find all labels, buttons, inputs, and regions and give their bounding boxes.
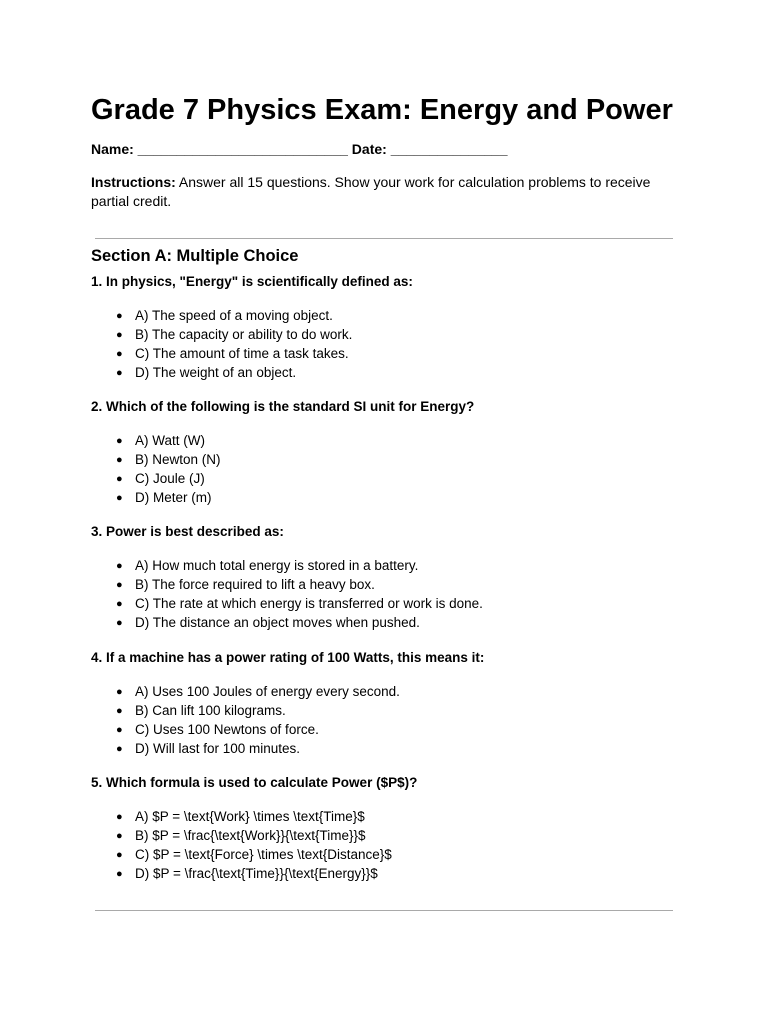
question-text: 1. In physics, "Energy" is scientifically defined as: bbox=[91, 274, 413, 289]
bullet-icon: ● bbox=[116, 867, 123, 880]
answer-option bbox=[91, 683, 691, 702]
name-date-line: Name: ___________________________ Date: _______________ bbox=[91, 141, 508, 157]
option-text: C) $P = \text{Force} \times \text{Distance}$ bbox=[135, 846, 392, 862]
bullet-icon: ● bbox=[116, 366, 123, 379]
bullet-icon: ● bbox=[116, 491, 123, 504]
option-text: B) $P = \frac{\text{Work}}{\text{Time}}$ bbox=[135, 827, 366, 843]
answer-options bbox=[91, 557, 691, 633]
bullet-icon: ● bbox=[116, 453, 123, 466]
option-text: C) Uses 100 Newtons of force. bbox=[135, 721, 319, 737]
bullet-icon: ● bbox=[116, 347, 123, 360]
instructions bbox=[91, 173, 681, 211]
answer-option bbox=[91, 865, 691, 884]
answer-options bbox=[91, 307, 691, 383]
bullet-icon: ● bbox=[116, 435, 123, 447]
bullet-icon: ● bbox=[116, 560, 123, 572]
answer-option bbox=[91, 557, 691, 576]
option-text: A) Uses 100 Joules of energy every second. bbox=[135, 684, 400, 699]
answer-option bbox=[91, 827, 691, 846]
question-text: 2. Which of the following is the standard SI unit for Energy? bbox=[91, 399, 475, 414]
instructions-text: Answer all 15 questions. Show your work for calculation problems to receive partial credit. bbox=[91, 174, 651, 209]
option-text: C) The amount of time a task takes. bbox=[135, 345, 349, 361]
option-text: B) Can lift 100 kilograms. bbox=[135, 702, 286, 718]
answer-options bbox=[91, 432, 691, 508]
option-text: B) Newton (N) bbox=[135, 451, 221, 467]
bullet-icon: ● bbox=[116, 597, 123, 610]
option-text: C) Joule (J) bbox=[135, 470, 205, 486]
answer-option bbox=[91, 740, 691, 759]
answer-option bbox=[91, 364, 691, 383]
question-text: 3. Power is best described as: bbox=[91, 524, 284, 539]
bullet-icon: ● bbox=[116, 472, 123, 485]
bullet-icon: ● bbox=[116, 848, 123, 861]
answer-option bbox=[91, 489, 691, 508]
answer-option bbox=[91, 576, 691, 595]
option-text: A) The speed of a moving object. bbox=[135, 308, 333, 323]
option-text: D) $P = \frac{\text{Time}}{\text{Energy}}$ bbox=[135, 865, 378, 881]
answer-options bbox=[91, 808, 691, 884]
answer-option bbox=[91, 345, 691, 364]
divider-top bbox=[95, 238, 673, 239]
answer-options bbox=[91, 683, 691, 759]
answer-option bbox=[91, 307, 691, 326]
answer-option bbox=[91, 721, 691, 740]
answer-option bbox=[91, 326, 691, 345]
instructions-label: Instructions: bbox=[91, 174, 176, 190]
question-5 bbox=[91, 774, 691, 884]
answer-option bbox=[91, 595, 691, 614]
answer-option bbox=[91, 614, 691, 633]
bullet-icon: ● bbox=[116, 328, 123, 341]
answer-option bbox=[91, 702, 691, 721]
option-text: D) The weight of an object. bbox=[135, 364, 297, 380]
question-4 bbox=[91, 649, 691, 759]
question-3 bbox=[91, 523, 691, 633]
bullet-icon: ● bbox=[116, 616, 123, 629]
answer-option bbox=[91, 470, 691, 489]
option-text: C) The rate at which energy is transferred or work is done. bbox=[135, 595, 483, 611]
bullet-icon: ● bbox=[116, 310, 123, 322]
bullet-icon: ● bbox=[116, 723, 123, 736]
bullet-icon: ● bbox=[116, 686, 123, 698]
option-text: D) Will last for 100 minutes. bbox=[135, 740, 301, 756]
option-text: A) $P = \text{Work} \times \text{Time}$ bbox=[135, 809, 365, 824]
exam-title: Grade 7 Physics Exam: Energy and Power bbox=[91, 94, 673, 126]
question-1 bbox=[91, 273, 691, 383]
option-text: D) Meter (m) bbox=[135, 489, 212, 505]
answer-option bbox=[91, 432, 691, 451]
answer-option bbox=[91, 846, 691, 865]
bullet-icon: ● bbox=[116, 811, 123, 823]
option-text: D) The distance an object moves when pushed. bbox=[135, 614, 420, 630]
answer-option bbox=[91, 451, 691, 470]
bullet-icon: ● bbox=[116, 578, 123, 591]
bullet-icon: ● bbox=[116, 829, 123, 842]
question-text: 5. Which formula is used to calculate Power ($P$)? bbox=[91, 775, 418, 790]
bullet-icon: ● bbox=[116, 704, 123, 717]
answer-option bbox=[91, 808, 691, 827]
divider-bottom bbox=[95, 910, 673, 911]
option-text: A) Watt (W) bbox=[135, 433, 205, 448]
option-text: B) The capacity or ability to do work. bbox=[135, 326, 353, 342]
option-text: A) How much total energy is stored in a battery. bbox=[135, 558, 419, 573]
section-title: Section A: Multiple Choice bbox=[91, 247, 299, 265]
option-text: B) The force required to lift a heavy box. bbox=[135, 576, 375, 592]
bullet-icon: ● bbox=[116, 742, 123, 755]
question-2 bbox=[91, 398, 691, 508]
question-text: 4. If a machine has a power rating of 100 Watts, this means it: bbox=[91, 650, 485, 665]
